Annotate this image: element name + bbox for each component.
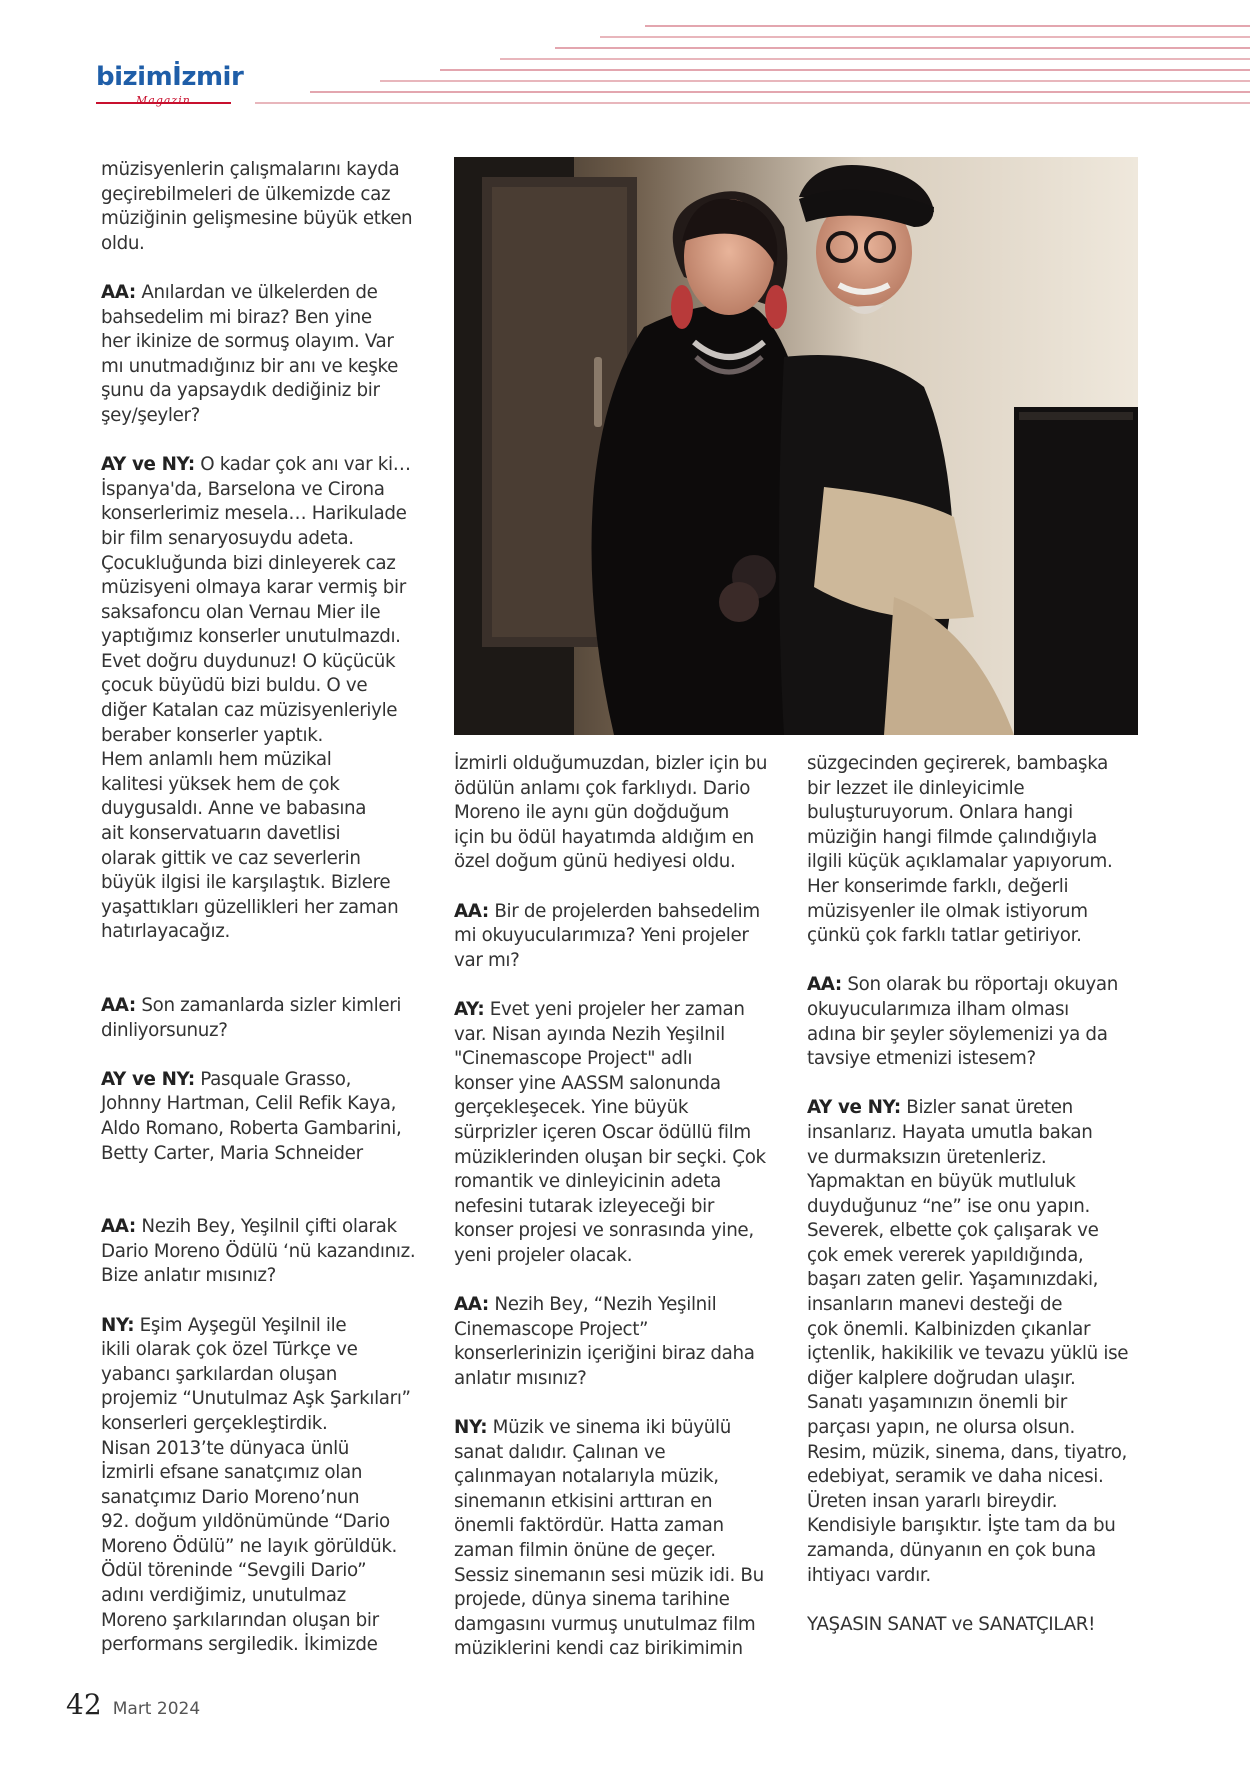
- paragraph-text: Bir de projelerden bahsedelim mi okuyucularımıza? Yeni projeler var mı?: [454, 900, 760, 971]
- speaker-label: AY ve NY:: [807, 1097, 901, 1119]
- paragraph: [101, 1068, 436, 1166]
- paragraph: [807, 973, 1142, 1071]
- paragraph-text: Son zamanlarda sizler kimleri dinliyorsunuz?: [101, 995, 402, 1041]
- paragraph-text: müzisyenlerin çalışmalarını kayda geçirebilmeleri de ülkemizde caz müziğinin gelişmesine büyük etken oldu.: [101, 159, 413, 254]
- speaker-label: NY:: [101, 1314, 135, 1336]
- speaker-label: NY:: [454, 1417, 488, 1439]
- paragraph: [454, 1293, 789, 1391]
- closing-line: [807, 1613, 1142, 1638]
- paragraph: [454, 1416, 789, 1662]
- paragraph-text: Evet yeni projeler her zaman var. Nisan ayında Nezih Yeşilnil "Cinemascope Project" adlı konser yine AASSM salonunda gerçekleşecek. Yine büyük sürprizler içeren Oscar ödüllü film müziklerinden oluşan bir seçki. Çok romantik ve dinleyicinin adeta nefesini tutarak izleyeceği bir konser projesi ve sonrasında yine, yeni projeler olacak.: [454, 998, 766, 1266]
- paragraph-text: Pasquale Grasso, Johnny Hartman, Celil Refik Kaya, Aldo Romano, Roberta Gambarini, Betty Carter, Maria Schneider: [101, 1068, 402, 1164]
- article-column-1: [101, 158, 436, 1658]
- paragraph: [101, 1314, 436, 1658]
- paragraph-text: İzmirli olduğumuzdan, bizler için bu ödülün anlamı çok farklıydı. Dario Moreno ile aynı gün doğduğum için bu ödül hayatımda aldığım en özel doğum günü hediyesi oldu.: [454, 753, 768, 873]
- speaker-label: AY ve NY:: [101, 1068, 195, 1090]
- magazine-logo[interactable]: [96, 60, 256, 116]
- paragraph-text: Bizler sanat üreten insanlarız. Hayata umutla bakan ve durmaksızın üretenleriz. Yapmaktan en büyük mutluluk duyduğunuz “ne” ise onu yapın. Severek, elbette çok çalışarak ve çok emek vererek yapıldığında, başarı zaten gelir. Yaşamınızdaki, insanların manevi desteği de çok önemli. Kalbinizden çıkanlar içtenlik, hakikilik ve tevazu yüklü ise diğer kalplere doğrudan ulaşır. Sanatı yaşamınızın önemli bir parçası yapın, ne olursa olsun. Resim, müzik, sinema, dans, tiyatro, edebiyat, seramik ve daha nicesi. Üreten insan yararlı bireydir. Kendisiyle barışıktır. İşte tam da bu zamanda, dünyanın en çok buna ihtiyacı vardır.: [807, 1097, 1129, 1586]
- photo-illustration: [454, 157, 1138, 735]
- paragraph-text: Eşim Ayşegül Yeşilnil ile ikili olarak çok özel Türkçe ve yabancı şarkılardan oluşan projemiz “Unutulmaz Aşk Şarkıları” konserleri gerçekleştirdik. Nisan 2013’te dünyaca ünlü İzmirli efsane sanatçımız olan sanatçımız Dario Moreno’nun 92. doğum yıldönümünde “Dario Moreno Ödülü” ne layık görüldük. Ödül töreninde “Sevgili Dario” adını verdiğimiz, unutulmaz Moreno şarkılarından oluşan bir performans sergiledik. İkimizde: [101, 1314, 411, 1656]
- paragraph: [101, 994, 436, 1043]
- paragraph: [454, 998, 789, 1269]
- paragraph-text: Son olarak bu röportajı okuyan okuyucularımıza ilham olması adına bir şeyler söylemenizi ya da tavsiye etmenizi istesem?: [807, 974, 1118, 1070]
- speaker-label: AA:: [454, 900, 489, 922]
- paragraph: [454, 752, 789, 875]
- paragraph-text: O kadar çok anı var ki… İspanya'da, Barselona ve Cirona konserlerimiz mesela… Harikulade bir film senaryosuydu adeta. Çocukluğunda bizi dinleyerek caz müzisyeni olmaya karar vermiş bir saksafoncu olan Vernau Mier ile yaptığımız konserler unutulmazdı. Evet doğru duydunuz! O küçücük çocuk büyüdü bizi buldu. O ve diğer Katalan caz müzisyenleriyle beraber konserler yaptık. Hem anlamlı hem müzikal kalitesi yüksek hem de çok duygusaldı. Anne ve babasına ait konservatuarın davetlisi olarak gittik ve caz severlerin büyük ilgisi ile karşılaştık. Bizlere yaşattıkları güzellikleri her zaman hatırlayacağız.: [101, 454, 411, 943]
- paragraph-text: Anılardan ve ülkelerden de bahsedelim mi biraz? Ben yine her ikinize de sormuş olayım. Var mı unutmadığınız bir anı ve keşke şunu da yapsaydık dediğiniz bir şey/şeyler?: [101, 281, 398, 426]
- speaker-label: AA:: [454, 1294, 489, 1316]
- logo-wordmark: bizimİzmir: [96, 62, 244, 92]
- page-number: 42: [66, 1688, 102, 1721]
- article-column-2: [454, 752, 789, 1662]
- paragraph-text: Müzik ve sinema iki büyülü sanat dalıdır. Çalınan ve çalınmayan notalarıyla müzik, sinemanın etkisini arttıran en önemli faktördür. Hatta zaman zaman filmin önüne de geçer. Sessiz sinemanın sesi müzik idi. Bu projede, dünya sinema tarihine damgasını vurmuş unutulmaz film müziklerini kendi caz birikimimin: [454, 1417, 764, 1660]
- paragraph-text: YAŞASIN SANAT ve SANATÇILAR!: [807, 1613, 1096, 1635]
- paragraph: [454, 900, 789, 974]
- paragraph-text: süzgecinden geçirerek, bambaşka bir lezzet ile dinleyicimle buluşturuyorum. Onlara hangi müziğin hangi filmde çalındığıyla ilgili küçük açıklamalar yapıyorum. Her konserimde farklı, değerli müzisyenler ile olmak istiyorum çünkü çok farklı tatlar getiriyor.: [807, 753, 1113, 947]
- speaker-label: AA:: [101, 281, 136, 303]
- paragraph: [101, 281, 436, 429]
- paragraph: [807, 1096, 1142, 1588]
- speaker-label: AA:: [807, 974, 842, 996]
- paragraph-text: Nezih Bey, Yeşilnil çifti olarak Dario Moreno Ödülü ‘nü kazandınız. Bize anlatır mısınız?: [101, 1216, 416, 1287]
- speaker-label: AY ve NY:: [101, 454, 195, 476]
- page-footer: [66, 1688, 200, 1721]
- logo-subtitle: Magazin: [136, 94, 191, 107]
- article-column-3: [807, 752, 1142, 1637]
- paragraph: [807, 752, 1142, 949]
- paragraph: [101, 453, 436, 945]
- speaker-label: AA:: [101, 995, 136, 1016]
- paragraph: [101, 158, 436, 256]
- paragraph: [101, 1215, 436, 1289]
- paragraph-text: Nezih Bey, “Nezih Yeşilnil Cinemascope Project” konserlerinizin içeriğini biraz daha anlatır mısınız?: [454, 1294, 755, 1389]
- speaker-label: AY:: [454, 998, 485, 1020]
- issue-date: Mart 2024: [112, 1699, 201, 1719]
- speaker-label: AA:: [101, 1216, 136, 1238]
- couple-photo: [454, 157, 1138, 735]
